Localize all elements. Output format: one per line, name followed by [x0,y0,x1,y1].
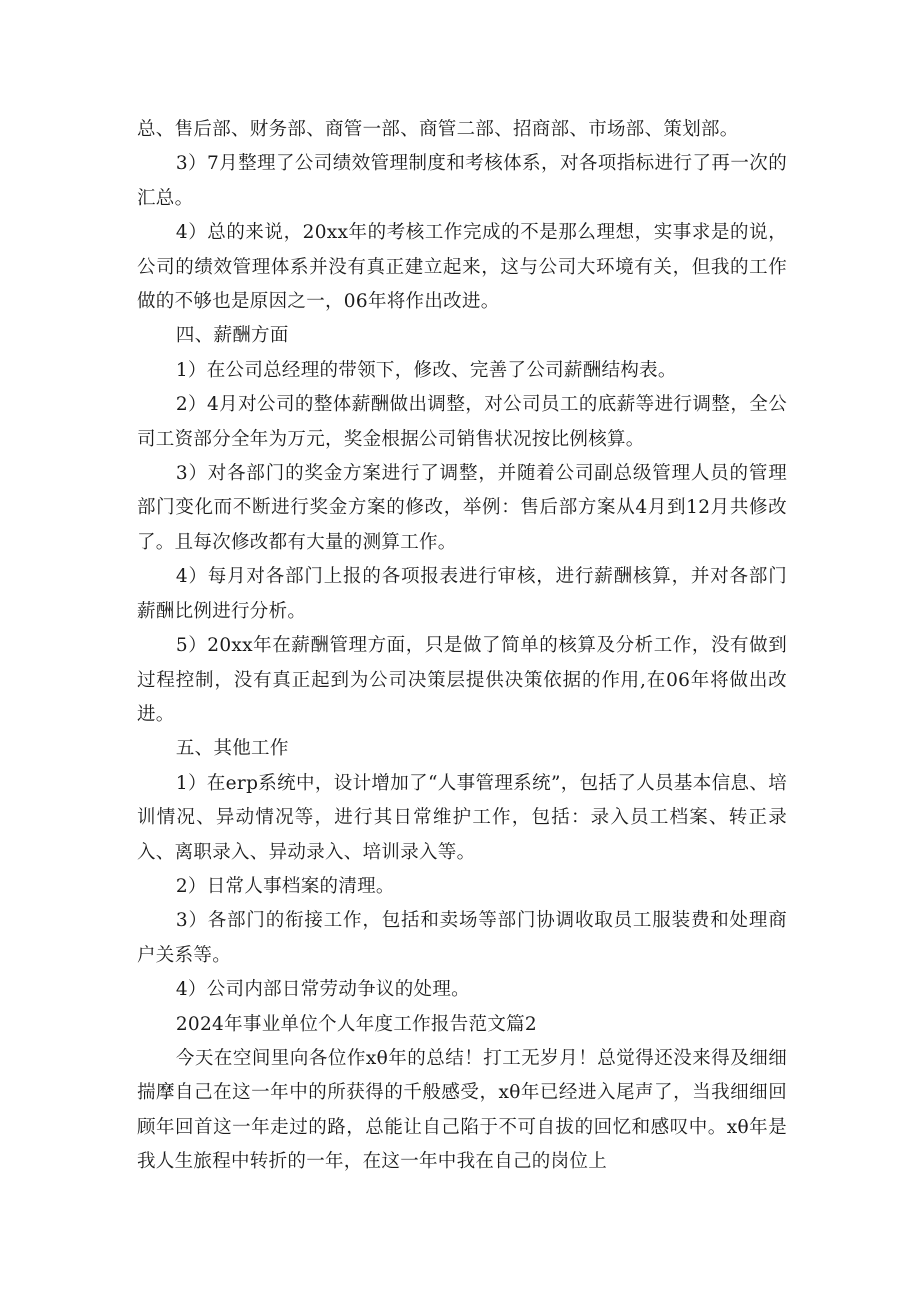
paragraph-compensation-summary: 5）20xx年在薪酬管理方面，只是做了简单的核算及分析工作，没有做到过程控制，没有真正起到为公司决策层提供决策依据的作用,在06年将做出改进。 [137,635,787,725]
paragraph-salary-adjustment: 2）4月对公司的整体薪酬做出调整，对公司员工的底薪等进行调整，全公司工资部分全年为万元，奖金根据公司销售状况按比例核算。 [137,394,787,450]
section-heading-other-work: 五、其他工作 [175,738,289,760]
paragraph-coordination: 3）各部门的衔接工作，包括和卖场等部门协调收取员工服装费和处理商户关系等。 [137,910,787,966]
paragraph-salary-structure: 1）在公司总经理的带领下，修改、完善了公司薪酬结构表。 [175,359,677,381]
paragraph-labor-disputes: 4）公司内部日常劳动争议的处理。 [175,979,470,1001]
paragraph-performance-system: 3）7月整理了公司绩效管理制度和考核体系，对各项指标进行了再一次的汇总。 [137,153,787,209]
paragraph-departments: 总、售后部、财务部、商管一部、商管二部、招商部、市场部、策划部。 [137,119,739,140]
paragraph-annual-reflection: 今天在空间里向各位作xθ年的总结！打工无岁月！总觉得还没来得及细细揣摩自己在这一年中的所获得的千般感受，xθ年已经进入尾声了，当我细细回顾年回首这一年走过的路，总能让自己陷于不可自拔的回忆和感叹中。xθ年是我人生旅程中转折的一年，在这一年中我在自己的岗位上 [137,1047,787,1173]
document-body [137,113,787,1180]
paragraph-erp-system: 1）在erp系统中，设计增加了“人事管理系统”，包括了人员基本信息、培训情况、异动情况等，进行其日常维护工作，包括：录入员工档案、转正录入、离职录入、异动录入、培训录入等。 [137,772,787,863]
paragraph-personnel-files: 2）日常人事档案的清理。 [175,875,395,897]
paragraph-assessment-summary: 4）总的来说，20xx年的考核工作完成的不是那么理想，实事求是的说，公司的绩效管理体系并没有真正建立起来，这与公司大环境有关，但我的工作做的不够也是原因之一，06年将作出改进。 [137,222,787,313]
paragraph-bonus-plan: 3）对各部门的奖金方案进行了调整，并随着公司副总级管理人员的管理部门变化而不断进行奖金方案的修改，举例：售后部方案从4月到12月共修改了。且每次修改都有大量的测算工作。 [137,463,787,553]
section-heading-compensation: 四、薪酬方面 [175,325,289,347]
article-title-part-2: 2024年事业单位个人年度工作报告范文篇2 [175,1013,537,1035]
paragraph-monthly-review: 4）每月对各部门上报的各项报表进行审核，进行薪酬核算，并对各部门薪酬比例进行分析。 [137,566,787,622]
